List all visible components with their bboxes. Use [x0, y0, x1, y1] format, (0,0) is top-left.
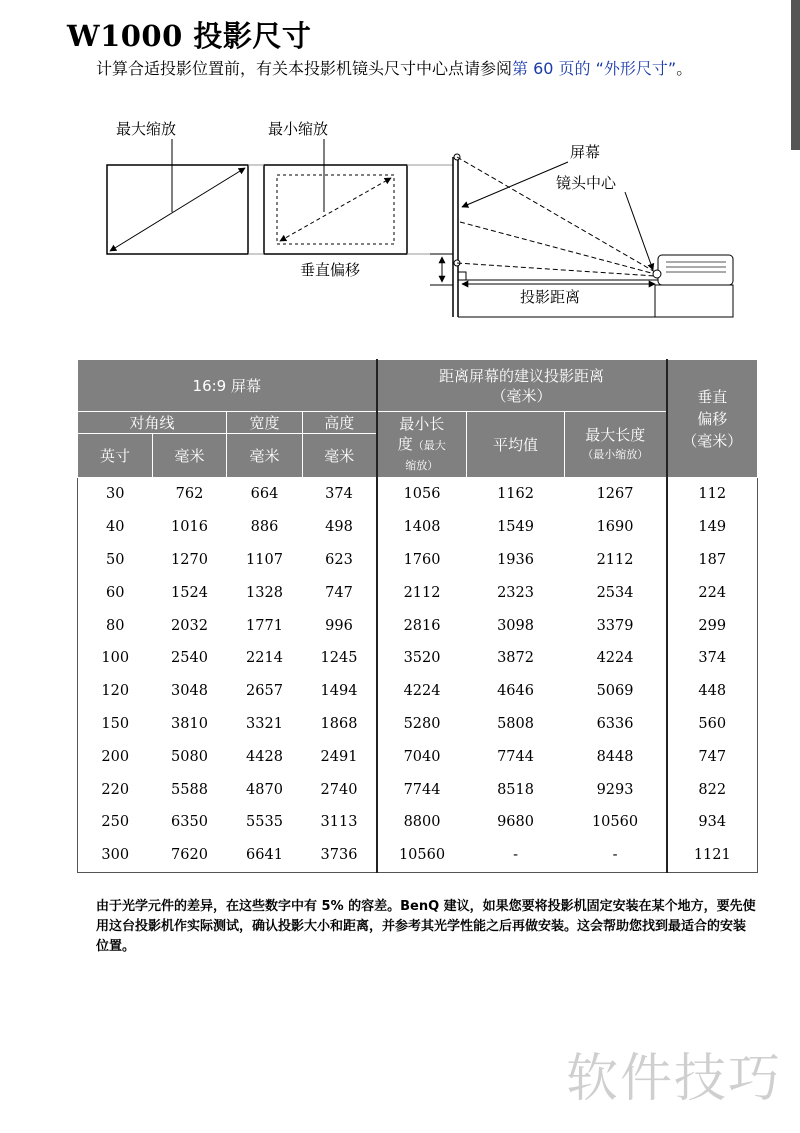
intro-paragraph	[96, 58, 736, 80]
table-cell: 80	[78, 609, 153, 642]
mm-diag-header: 毫米	[153, 434, 227, 478]
table-cell: 6336	[565, 708, 667, 741]
min-length-note-line1: （最大	[412, 438, 446, 452]
table-cell: 3321	[246, 715, 283, 732]
table-cell: 1760	[377, 544, 467, 577]
table-cell: 187	[667, 544, 758, 577]
min-length-line2: 度	[397, 434, 413, 453]
table-cell: 10560	[377, 839, 467, 872]
table-cell: 149	[667, 511, 758, 544]
table-cell: 498	[325, 519, 353, 536]
table-cell: 1162	[497, 486, 534, 503]
table-cell: 448	[667, 675, 758, 708]
table-cell: 10560	[565, 806, 667, 839]
average-header: 平均值	[467, 412, 565, 478]
table-cell: -	[565, 839, 667, 872]
table-cell: 2540	[171, 650, 208, 667]
table-cell: 2816	[377, 609, 467, 642]
table-cell: 220	[78, 773, 153, 806]
table-cell: 1771	[246, 617, 283, 634]
table-row	[78, 511, 758, 544]
distance-group-line1: 距离屏幕的建议投影距离	[439, 366, 605, 385]
table-cell: 2112	[565, 544, 667, 577]
table-cell: 1267	[565, 478, 667, 511]
lens-pointer	[625, 192, 653, 270]
min-zoom-screen	[264, 139, 407, 254]
table-cell: 2534	[565, 576, 667, 609]
inch-header: 英寸	[78, 434, 153, 478]
tolerance-note: 由于光学元件的差异，在这些数字中有 5% 的容差。BenQ 建议，如果您要将投影机固定安装在某个地方，要先使用这台投影机作实际测试，确认投影大小和距离，并参考其光学性能之后再做安装。这会帮助您找到最适合的安装位置。	[96, 899, 756, 954]
table-cell: 3048	[171, 683, 208, 700]
mm-width-header: 毫米	[227, 434, 303, 478]
guide-lines	[248, 165, 453, 254]
height-header: 高度	[303, 412, 377, 434]
table-cell: 374	[667, 642, 758, 675]
table-cell: 996	[325, 617, 353, 634]
table-row	[78, 642, 758, 675]
min-length-line1: 最小长	[399, 414, 445, 433]
table-row	[78, 609, 758, 642]
table-cell: 374	[325, 486, 353, 503]
table-cell: 7040	[377, 740, 467, 773]
table-cell: 2032	[171, 617, 208, 634]
screen-label: 屏幕	[570, 143, 601, 161]
table-cell: 6641	[227, 839, 303, 872]
table-cell: 1270	[171, 551, 208, 568]
table-body	[78, 478, 758, 873]
screen-group-header: 16:9 屏幕	[78, 360, 377, 412]
min-length-note-line2: 缩放）	[405, 458, 439, 472]
screen-pointer	[462, 162, 568, 207]
table-cell: 120	[78, 675, 153, 708]
table-cell: 1868	[320, 715, 358, 732]
table-cell: 224	[667, 576, 758, 609]
table-cell: 2214	[246, 650, 283, 667]
table-cell: 822	[667, 773, 758, 806]
table-cell: 664	[250, 486, 279, 503]
table-cell: 560	[667, 708, 758, 741]
vertical-offset-header	[667, 360, 758, 478]
table-cell: 3520	[377, 642, 467, 675]
min-zoom-label: 最小缩放	[268, 120, 329, 138]
table-cell: 5280	[377, 708, 467, 741]
table-cell: 4428	[246, 748, 283, 765]
table-cell: 2657	[246, 683, 283, 700]
mm-height-header: 毫米	[303, 434, 377, 478]
table-cell: 3736	[303, 839, 377, 872]
table-cell: 30	[78, 478, 153, 511]
table-cell: 4646	[497, 683, 534, 700]
vertical-offset-label: 垂直偏移	[300, 261, 361, 279]
table-cell: 2491	[320, 748, 358, 765]
max-length-line: 最大长度	[585, 425, 646, 444]
vertical-header-line2: 偏移	[697, 409, 728, 428]
distance-group-line2: （毫米）	[491, 386, 552, 405]
table-cell: 1016	[171, 519, 208, 536]
table-row	[78, 773, 758, 806]
table-cell: 9293	[565, 773, 667, 806]
table-cell: 40	[78, 511, 153, 544]
projection-diagram	[100, 112, 780, 327]
table-header	[78, 360, 758, 478]
table-cell: 5080	[171, 748, 208, 765]
distance-group-header	[377, 360, 667, 412]
table-row	[78, 740, 758, 773]
table-cell: 1549	[497, 519, 534, 536]
table-cell: 299	[667, 609, 758, 642]
table-row	[78, 576, 758, 609]
min-length-header	[377, 412, 467, 478]
table-cell: 150	[78, 708, 153, 741]
table-row	[78, 675, 758, 708]
table-cell: 1408	[377, 511, 467, 544]
vertical-header-line1: 垂直	[697, 387, 728, 406]
table-cell: 250	[78, 806, 153, 839]
projection-distance-label: 投影距离	[520, 288, 581, 306]
table-cell: 934	[667, 806, 758, 839]
table-cell: 5535	[246, 814, 283, 831]
table-cell: 4870	[246, 781, 283, 798]
table-row	[78, 806, 758, 839]
max-zoom-label: 最大缩放	[116, 120, 177, 138]
table-cell: 5588	[171, 781, 208, 798]
table-cell: 112	[667, 478, 758, 511]
table-cell: 2740	[320, 781, 358, 798]
table-cell: -	[467, 839, 565, 872]
width-header: 宽度	[227, 412, 303, 434]
max-length-note: （最小缩放）	[582, 447, 649, 461]
table-cell: 747	[667, 740, 758, 773]
table-cell: 1690	[565, 511, 667, 544]
table-cell: 1056	[377, 478, 467, 511]
table-cell: 100	[78, 642, 153, 675]
table-cell: 7620	[153, 839, 227, 872]
table-cell: 1494	[320, 683, 358, 700]
table-cell: 3098	[497, 617, 534, 634]
table-cell: 60	[78, 576, 153, 609]
table-cell: 1245	[320, 650, 358, 667]
table-cell: 300	[78, 839, 153, 872]
table-cell: 6350	[171, 814, 208, 831]
table-cell: 1107	[246, 551, 283, 568]
table-cell: 3379	[565, 609, 667, 642]
table-cell: 2112	[377, 576, 467, 609]
table-row	[78, 544, 758, 577]
projector-icon	[653, 255, 733, 317]
table-cell: 8518	[497, 781, 534, 798]
table-cell: 5069	[565, 675, 667, 708]
page-edge-bar	[791, 0, 800, 150]
table-cell: 886	[250, 519, 279, 536]
lens-center-label: 镜头中心	[556, 174, 617, 192]
table-cell: 762	[175, 486, 204, 503]
table-row	[78, 478, 758, 511]
projection-table	[77, 359, 758, 873]
table-cell: 8448	[565, 740, 667, 773]
intro-text-end: 。	[676, 59, 693, 78]
table-cell: 1936	[497, 551, 534, 568]
table-cell: 50	[78, 544, 153, 577]
page-title: W1000 投影尺寸	[67, 19, 312, 53]
table-cell: 1121	[667, 839, 758, 872]
table-cell: 200	[78, 740, 153, 773]
table-cell: 9680	[497, 814, 534, 831]
table-cell: 4224	[565, 642, 667, 675]
vertical-offset-arrow	[430, 254, 453, 285]
table-cell: 7744	[377, 773, 467, 806]
diagonal-header: 对角线	[78, 412, 227, 434]
table-cell: 5808	[497, 715, 534, 732]
table-cell: 8800	[377, 806, 467, 839]
table-cell: 747	[325, 584, 353, 601]
table-cell: 623	[325, 551, 353, 568]
max-zoom-screen	[107, 139, 248, 254]
table-row	[78, 839, 758, 872]
dimensions-link[interactable]: 第 60 页的 “外形尺寸”	[512, 59, 677, 78]
table-cell: 3810	[171, 715, 208, 732]
table-cell: 1524	[171, 584, 208, 601]
watermark: 软件技巧	[566, 1049, 783, 1109]
table-row	[78, 708, 758, 741]
table-cell: 4224	[377, 675, 467, 708]
table-cell: 2323	[497, 584, 534, 601]
table-cell: 7744	[497, 748, 534, 765]
max-length-header	[565, 412, 667, 478]
vertical-header-line3: （毫米）	[682, 431, 743, 450]
table-cell: 1328	[246, 584, 283, 601]
table-cell: 3113	[320, 814, 358, 831]
intro-text: 计算合适投影位置前，有关本投影机镜头尺寸中心点请参阅	[96, 59, 513, 78]
table-cell: 3872	[497, 650, 534, 667]
